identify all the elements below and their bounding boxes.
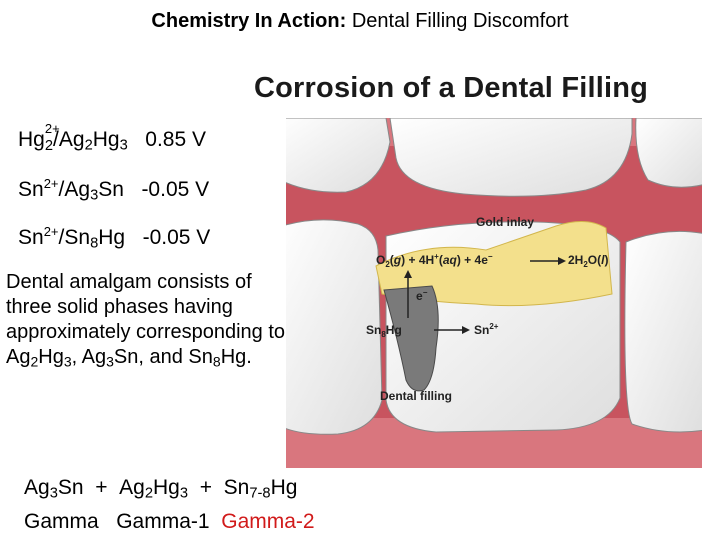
slide-title: Chemistry In Action: Dental Filling Discomfort (151, 10, 569, 32)
phase-names (24, 510, 315, 534)
anode-reactant-label: $Sn_8Hg$ (366, 323, 402, 339)
cathode-reaction-label: $O_2(g) + 4H^+(aq) + 4e^-$ (376, 252, 493, 269)
upper-tooth-center (390, 118, 632, 196)
half-reaction-sn-hg: $Sn^{2+}/Sn_8Hg$ -0.05 V (18, 224, 211, 252)
phase-gamma: Gamma (24, 510, 99, 533)
half-reaction-hg: Hg 2+ $_2/Ag_2Hg_3$ 0.85 V (18, 120, 206, 155)
figure-title: Corrosion of a Dental Filling (254, 72, 649, 104)
water-label: $2H_2O(l)$ (568, 253, 609, 269)
phase-gamma-1: Gamma-1 (116, 510, 210, 533)
corrosion-figure (250, 68, 702, 468)
electron-label: e− (416, 288, 428, 303)
half-reaction-sn-ag: $Sn^{2+}/Ag_3Sn$ -0.05 V (18, 176, 210, 204)
teeth-illustration (286, 118, 702, 518)
lower-tooth-right (625, 231, 702, 432)
phase-gamma-2: Gamma-2 (221, 510, 315, 533)
upper-tooth-right (636, 118, 702, 187)
amalgam-description: Dental amalgam consists of three solid phases having approximately corresponding to $Ag_2Hg_3$, $Ag_3Sn$, and $Sn_8Hg$. (6, 271, 286, 370)
anode-product-label: $Sn^{2+}$ (474, 322, 499, 337)
dental-filling-label: Dental filling (380, 389, 452, 403)
amalgam-reaction: $Ag_3Sn + Ag_2Hg_3 + Sn_{7-8}Hg$ (24, 476, 298, 502)
gold-inlay-label: Gold inlay (476, 215, 535, 229)
